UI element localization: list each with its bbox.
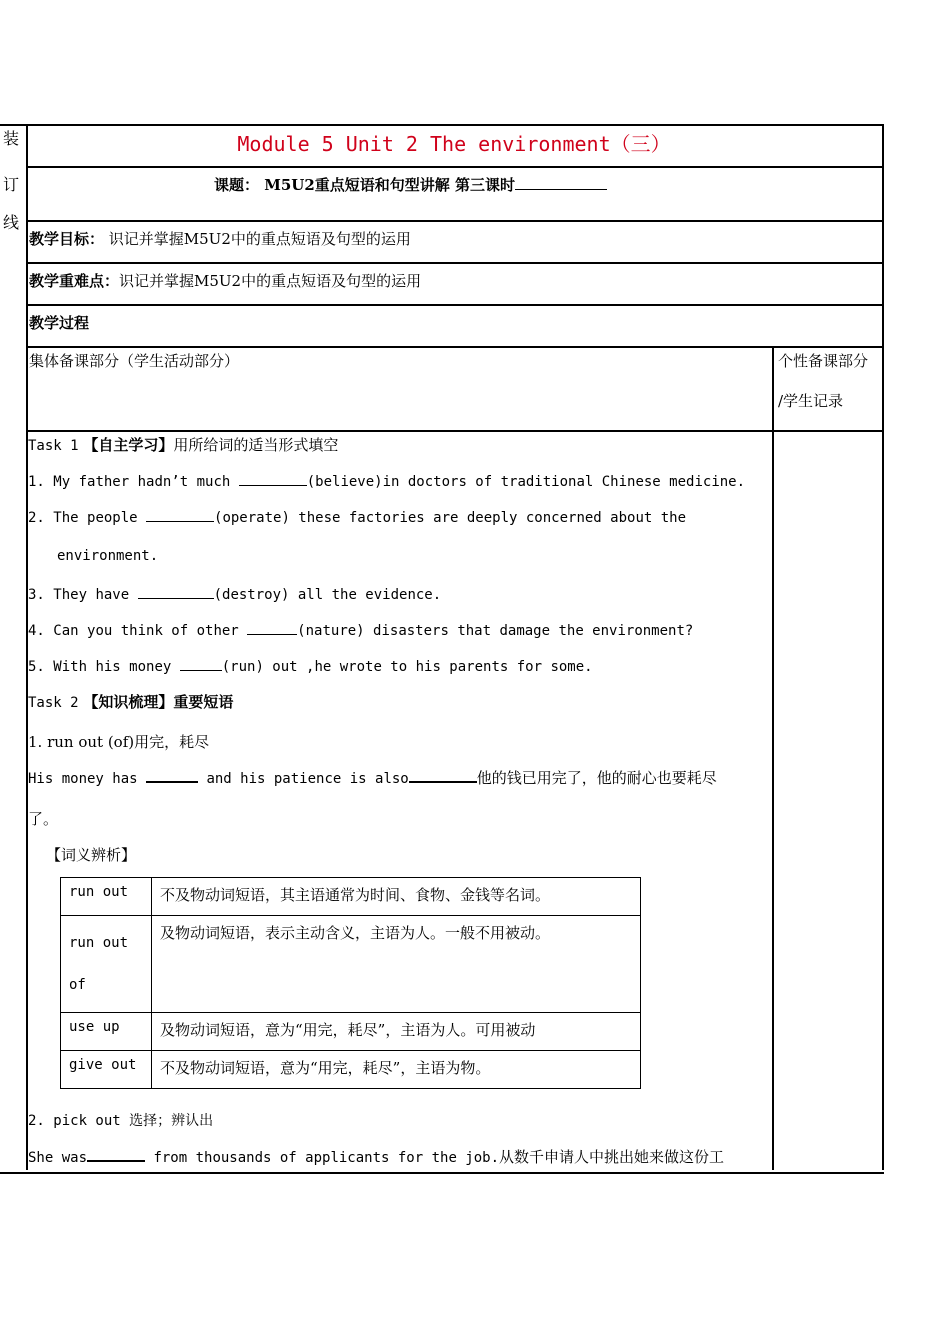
phrase-desc: 不及物动词短语，意为“用完，耗尽”，主语为物。 — [152, 1051, 641, 1089]
phrase-desc: 及物动词短语，表示主动含义，主语为人。一般不用被动。 — [152, 916, 641, 1013]
phrase-word: use up — [61, 1013, 152, 1051]
phrase-desc: 不及物动词短语，其主语通常为时间、食物、金钱等名词。 — [152, 878, 641, 916]
task1-item: 5. With his money (run) out ,he wrote to his parents for some. — [28, 656, 593, 675]
phrase-1-example: His money has and his patience is also 他的钱已用完了，他的耐心也要耗尽 — [28, 769, 717, 787]
left-column-header: 集体备课部分（学生活动部分） — [29, 352, 240, 370]
page-title: Module 5 Unit 2 The environment（三） — [237, 132, 671, 156]
table-row — [61, 1051, 641, 1089]
task1-item: 3. They have (destroy) all the evidence. — [28, 584, 441, 603]
table-row — [61, 878, 641, 916]
objective-row — [26, 222, 882, 264]
lesson-row — [26, 168, 882, 222]
right-column-header-2: /学生记录 — [778, 392, 844, 410]
phrase-word: run out of — [61, 916, 152, 1013]
phrase-desc: 及物动词短语，意为“用完，耗尽”，主语为人。可用被动 — [152, 1013, 641, 1051]
task1-item: 4. Can you think of other (nature) disasters that damage the environment? — [28, 620, 693, 639]
table-row — [61, 1013, 641, 1051]
task1-item: 2. The people (operate) these factories are deeply concerned about the — [28, 507, 686, 526]
binding-char: 线 — [3, 213, 20, 232]
task1-item: 1. My father hadn’t much (believe)in doctors of traditional Chinese medicine. — [28, 471, 745, 490]
table-row — [61, 916, 641, 1013]
binding-char: 装 — [3, 129, 20, 148]
phrase-word: give out — [61, 1051, 152, 1089]
objective: 教学目标： 识记并掌握M5U2中的重点短语及句型的运用 — [29, 230, 411, 248]
title-row — [26, 124, 882, 168]
task1-item-cont: environment. — [57, 548, 159, 564]
phrase-comparison-table — [60, 877, 641, 1089]
process-label: 教学过程 — [29, 314, 90, 332]
phrase-1-heading: 1. run out (of)用完，耗尽 — [28, 733, 210, 751]
keypoints-row — [26, 264, 882, 306]
task2-heading: Task 2 【知识梳理】重要短语 — [28, 693, 234, 711]
phrase-1-example-cont: 了。 — [28, 810, 59, 828]
phrase-2-heading: 2. pick out 选择；辨认出 — [28, 1113, 214, 1129]
lesson-title: 课题： M5U2重点短语和句型讲解 第三课时 — [214, 174, 607, 195]
keypoints: 教学重难点：识记并掌握M5U2中的重点短语及句型的运用 — [29, 272, 422, 290]
phrase-word: run out — [61, 878, 152, 916]
lesson-plan-table — [26, 124, 884, 1170]
process-row — [26, 306, 882, 348]
column-divider — [772, 348, 774, 1170]
analysis-label: 【词义辨析】 — [46, 846, 137, 864]
binding-margin — [0, 124, 28, 1170]
binding-char: 订 — [3, 175, 20, 194]
right-column-header: 个性备课部分 — [778, 352, 869, 370]
columns-header-row — [26, 348, 882, 432]
task1-heading: Task 1 【自主学习】用所给词的适当形式填空 — [28, 436, 339, 454]
phrase-2-example: She was from thousands of applicants for the job.从数千申请人中挑出她来做这份工 — [28, 1148, 725, 1166]
